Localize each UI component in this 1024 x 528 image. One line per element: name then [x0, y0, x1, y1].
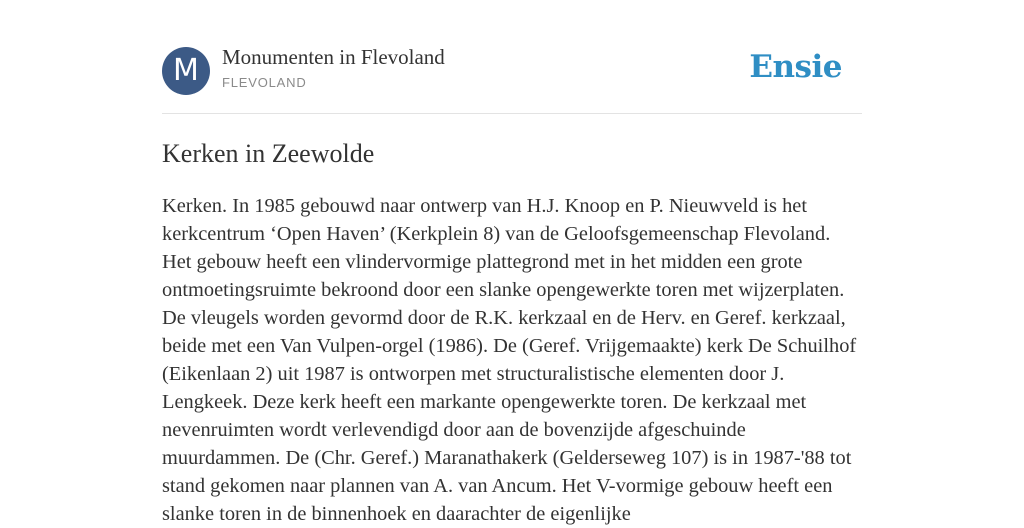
collection-title-link[interactable]: Monumenten in Flevoland	[222, 45, 445, 69]
collection-header	[162, 0, 862, 114]
ensie-logo-link[interactable]: Ensie	[749, 49, 842, 85]
collection-avatar[interactable]: M	[162, 47, 210, 95]
collection-subtitle: FLEVOLAND	[222, 75, 307, 90]
article-body: Kerken. In 1985 gebouwd naar ontwerp van H.J. Knoop en P. Nieuwveld is het kerkcentrum ‘Open Haven’ (Kerkplein 8) van de Geloofsgemeenschap Flevoland. Het gebouw heeft een vlindervormige plattegrond met in het midden een grote ontmoetingsruimte bekroond door een slanke opengewerkte toren met wijzerplaten. De vleugels worden gevormd door de R.K. kerkzaal en de Herv. en Geref. kerkzaal, beide met een Van Vulpen-orgel (1986). De (Geref. Vrijgemaakte) kerk De Schuilhof (Eikenlaan 2) uit 1987 is ontworpen met structuralistische elementen door J. Lengkeek. Deze kerk heeft een markante opengewerkte toren. De kerkzaal met nevenruimten wordt verlevendigd door aan de bovenzijde afgeschuinde muurdammen. De (Chr. Geref.) Maranathakerk (Gelderseweg 107) is in 1987-'88 tot stand gekomen naar plannen van A. van Ancum. Het V-vormige gebouw heeft een slanke toren in de binnenhoek en daarachter de eigenlijke	[162, 195, 857, 525]
page-container	[162, 0, 862, 528]
article-title: Kerken in Zeewolde	[162, 139, 375, 168]
